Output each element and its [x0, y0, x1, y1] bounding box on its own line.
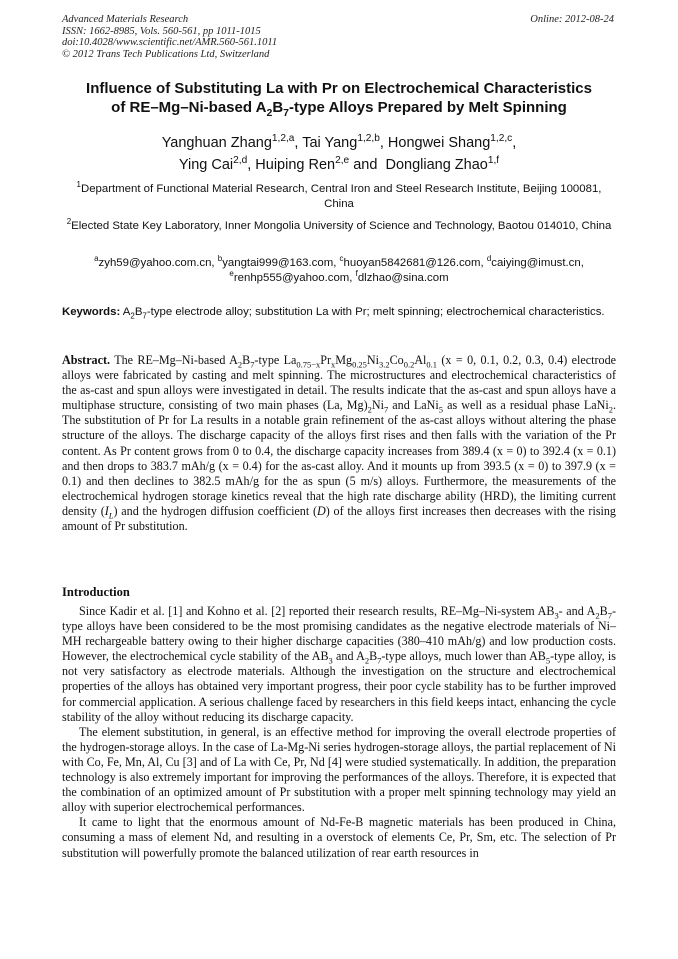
author: Tai Yang — [302, 135, 358, 151]
affiliation-2: $^2$Elected State Key Laboratory, Inner Mongolia University of Science and Technology, Baotou 014010, China — [66, 217, 612, 232]
journal-header — [62, 14, 482, 60]
keywords: Keywords: $A_2B_7$-type electrode alloy; substitution La with Pr; melt spinning; electrochemical characteristics. — [62, 306, 605, 321]
email-address: zyh59@yahoo.com.cn — [98, 257, 212, 269]
author-list — [40, 132, 638, 176]
author: Hongwei Shang — [387, 135, 491, 151]
title-line-1: Influence of Substituting La with Pr on Electrochemical Characteristics — [86, 80, 592, 97]
email-address: dlzhao@sina.com — [357, 272, 449, 284]
online-date: Online: 2012-08-24 — [530, 14, 614, 25]
email-address: renhp555@yahoo.com — [233, 272, 350, 284]
copyright-line: © 2012 Trans Tech Publications Ltd, Switzerland — [62, 48, 270, 60]
author: Yanghuan Zhang — [161, 135, 272, 151]
author: Dongliang Zhao — [385, 157, 488, 173]
author: Huiping Ren — [255, 157, 336, 173]
email-line-1: $^a$zyh59@yahoo.com.cn, $^b$yangtai999@163.com, $^c$huoyan5842681@126.com, $^d$caiying@imust.cn, — [94, 254, 584, 269]
doi-line: doi:10.4028/www.scientific.net/AMR.560-561.1011 — [62, 37, 278, 48]
intro-paragraph-3: It came to light that the enormous amount of Nd-Fe-B magnetic materials has been produced in China, consuming a mass of element Nd, and resulting in a overstock of elements Ce, Pr, Sm, etc. The selection of Pr substitution will powerfully promote the balanced utilization of rear earth resources in — [62, 815, 616, 860]
author-line-2: Ying Cai$^{2,d}$, Huiping Ren$^{2,e}$ and Dongliang Zhao$^{1,f}$ — [178, 155, 500, 173]
intro-paragraph-1: Since Kadir et al. [1] and Kohno et al. [2] reported their research results, RE–Mg–Ni-system $AB_3-$ and $A_2B_7$-type alloys have been considered to be the most promising candidates as the negative electrode materials of Ni–MH rechargeable battery owing to their higher discharge capacities (380–410 mAh/g) and low production costs. However, the electrochemical cycle stability of the $AB_3$ and $A_2B_7$-type alloys, much lower than $AB_5$-type alloy, is not very satisfactory as electrode materials. Although the investigation on the structure and electrochemical properties of the alloys has obtained very important progress, their poor cycle stability has to be further improved for commercial application. A serious challenge faced by researchers in this field keeps intact, enhancing the cycle stability of the alloy without reducing its discharge capacity. — [62, 604, 617, 724]
email-address: yangtai999@163.com — [222, 257, 334, 269]
title-line-2: of RE–Mg–Ni-based $A_2B_7$-type Alloys Prepared by Melt Spinning — [111, 99, 567, 119]
abstract: Abstract. The RE–Mg–Ni-based $A_2B_7$-type $La_{0.75-x}Pr_xMg_{0.25}Ni_{3.2}Co_{0.2}Al_{0.1}$ (x = 0, 0.1, 0.2, 0.3, 0.4) electrode alloys were fabricated by casting and melt spinning. The microstructures and electrochemical characteristics of the as-cast and spun alloys were investigated in detail. The results indicate that the as-cast and spun alloys have a multiphase structure, consisting of two main phases (La, $Mg)_2Ni_7$ and LaNi$_5$ as well as a residual phase LaNi$_2$. The substitution of Pr for La results in a notable grain refinement of the as-cast alloys without altering the phase structure of the alloys. The discharge capacity of the alloys first rises and then falls with the variation of the Pr content. As Pr content grows from 0 to 0.4, the discharge capacity increases from 389.4 (x = 0) to 392.4 (x = 0.1) and then drops to 383.7 mAh/g (x = 0.4) for the as-cast alloy. And it mounts up from 393.5 (x = 0) to 397.9 (x = 0.1) and then declines to 382.5 mAh/g for the as spun (5 m/s) alloys. Furthermore, the measurements of the electrochemical hydrogen storage kinetics reveal that the high rate discharge ability (HRD), the limiting current density $(I_L)$ and the hydrogen diffusion coefficient (D) of the alloys first increases then decreases with the rising amount of Pr substitution. — [62, 353, 617, 534]
abstract-label: Abstract. — [62, 353, 111, 367]
email-line-2: $^e$renhp555@yahoo.com, $^f$dlzhao@sina.com — [229, 269, 449, 284]
author: Ying Cai — [178, 157, 234, 173]
issn-line: ISSN: 1662-8985, Vols. 560-561, pp 1011-1015 — [62, 25, 261, 37]
intro-paragraph-2: The element substitution, in general, is an effective method for improving the overall electrode properties of the hydrogen-storage alloys. In the case of La-Mg-Ni series hydrogen-storage alloys, the partial replacement of Ni with Co, Fe, Mn, Al, Cu [3] and of La with Ce, Pr, Nd [4] were studied systematically. In addition, the preparation technology is also extremely important for improving the performances of the alloys. Therefore, it is expected that the combination of an optimized amount of Pr substitution with a proper melt spinning technology may yield an alloy with superior electrochemical performances. — [62, 724, 616, 815]
introduction-body — [62, 604, 616, 861]
section-heading-introduction: Introduction — [62, 585, 130, 599]
keywords-label: Keywords: — [62, 306, 121, 318]
affiliation-1: $^1$Department of Functional Material Research, Central Iron and Steel Research Institute, Beijing 100081, China — [76, 180, 602, 210]
paper-title — [40, 79, 638, 117]
author-line-1: Yanghuan Zhang$^{1,2,a}$, Tai Yang$^{1,2,b}$, Hongwei Shang$^{1,2,c}$, — [161, 133, 517, 151]
journal-name: Advanced Materials Research — [62, 14, 189, 25]
email-list — [62, 256, 616, 286]
email-address: caiying@imust.cn, — [491, 257, 584, 269]
email-address: huoyan5842681@126.com — [343, 257, 481, 269]
